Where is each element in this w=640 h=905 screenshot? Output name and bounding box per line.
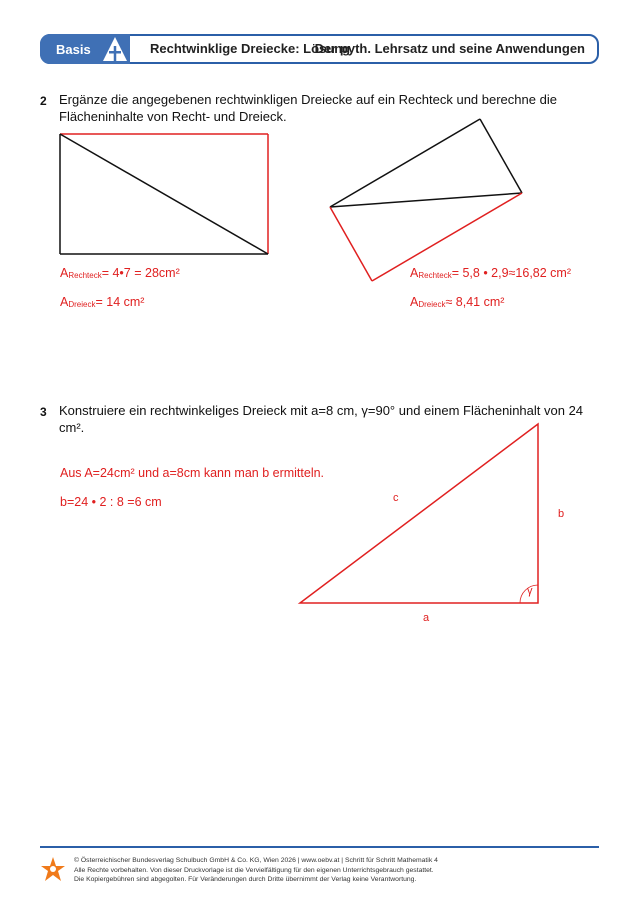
publisher-logo-icon: [40, 856, 66, 882]
left-area-triangle: $A_{Dreieck}= 14$ cm²: [60, 295, 145, 309]
task-3-solution-line1: Aus A=24cm² und a=8cm kann man b ermitteln.: [60, 466, 325, 480]
task-2-text-line2: Flächeninhalte von Recht- und Dreieck.: [59, 109, 287, 124]
worksheet-title: Rechtwinklige Dreiecke: Lösung: [150, 41, 351, 56]
left-area-rectangle: $A_{Rechteck}=$ 4•7 = 28cm²: [60, 266, 180, 280]
level-badge-label: Basis: [56, 42, 91, 57]
side-a-label: a: [423, 612, 430, 624]
constructed-triangle: [300, 424, 538, 603]
footer-text: [74, 856, 438, 885]
task-3-number: 3: [40, 405, 47, 419]
footer-divider: [40, 846, 599, 848]
task-2-text-line1: Ergänze die angegebenen rechtwinkligen Dreiecke auf ein Rechteck und berechne die: [59, 92, 557, 107]
footer-line1: © Österreichischer Bundesverlag Schulbuch GmbH & Co. KG, Wien 2026 | www.oebv.at | Schritt für Schritt Mathematik 4: [74, 857, 438, 864]
task-3-text-line2: cm².: [59, 420, 85, 435]
side-b-label: b: [558, 508, 565, 520]
task-3-text-line1: Konstruiere ein rechtwinkeliges Dreieck mit a=8 cm, γ=90° und einem Flächeninhalt von 24: [59, 403, 584, 418]
worksheet-subject: Der pyth. Lehrsatz und seine Anwendungen: [314, 41, 585, 56]
right-area-triangle: $A_{Dreieck}\approx 8,41$ cm²: [410, 295, 505, 309]
footer-line3: Die Kopiergebühren sind abgegolten. Für Veränderungen durch Dritte übernimmt der Verlag keine Verantwortung.: [74, 876, 417, 883]
side-c-label: c: [393, 492, 399, 504]
task-2-number: 2: [40, 94, 47, 108]
right-area-rectangle: $A_{Rechteck}= 5,8$ • 2,9≈16,82 cm²: [410, 266, 571, 280]
gamma-label: γ: [527, 585, 533, 597]
task-3-solution-line2: b=24 • 2 : 8 =6 cm: [60, 495, 162, 509]
footer-line2: Alle Rechte vorbehalten. Von dieser Druckvorlage ist die Vervielfältigung für den eigenen Unterrichtsgebrauch gestattet.: [74, 866, 434, 874]
